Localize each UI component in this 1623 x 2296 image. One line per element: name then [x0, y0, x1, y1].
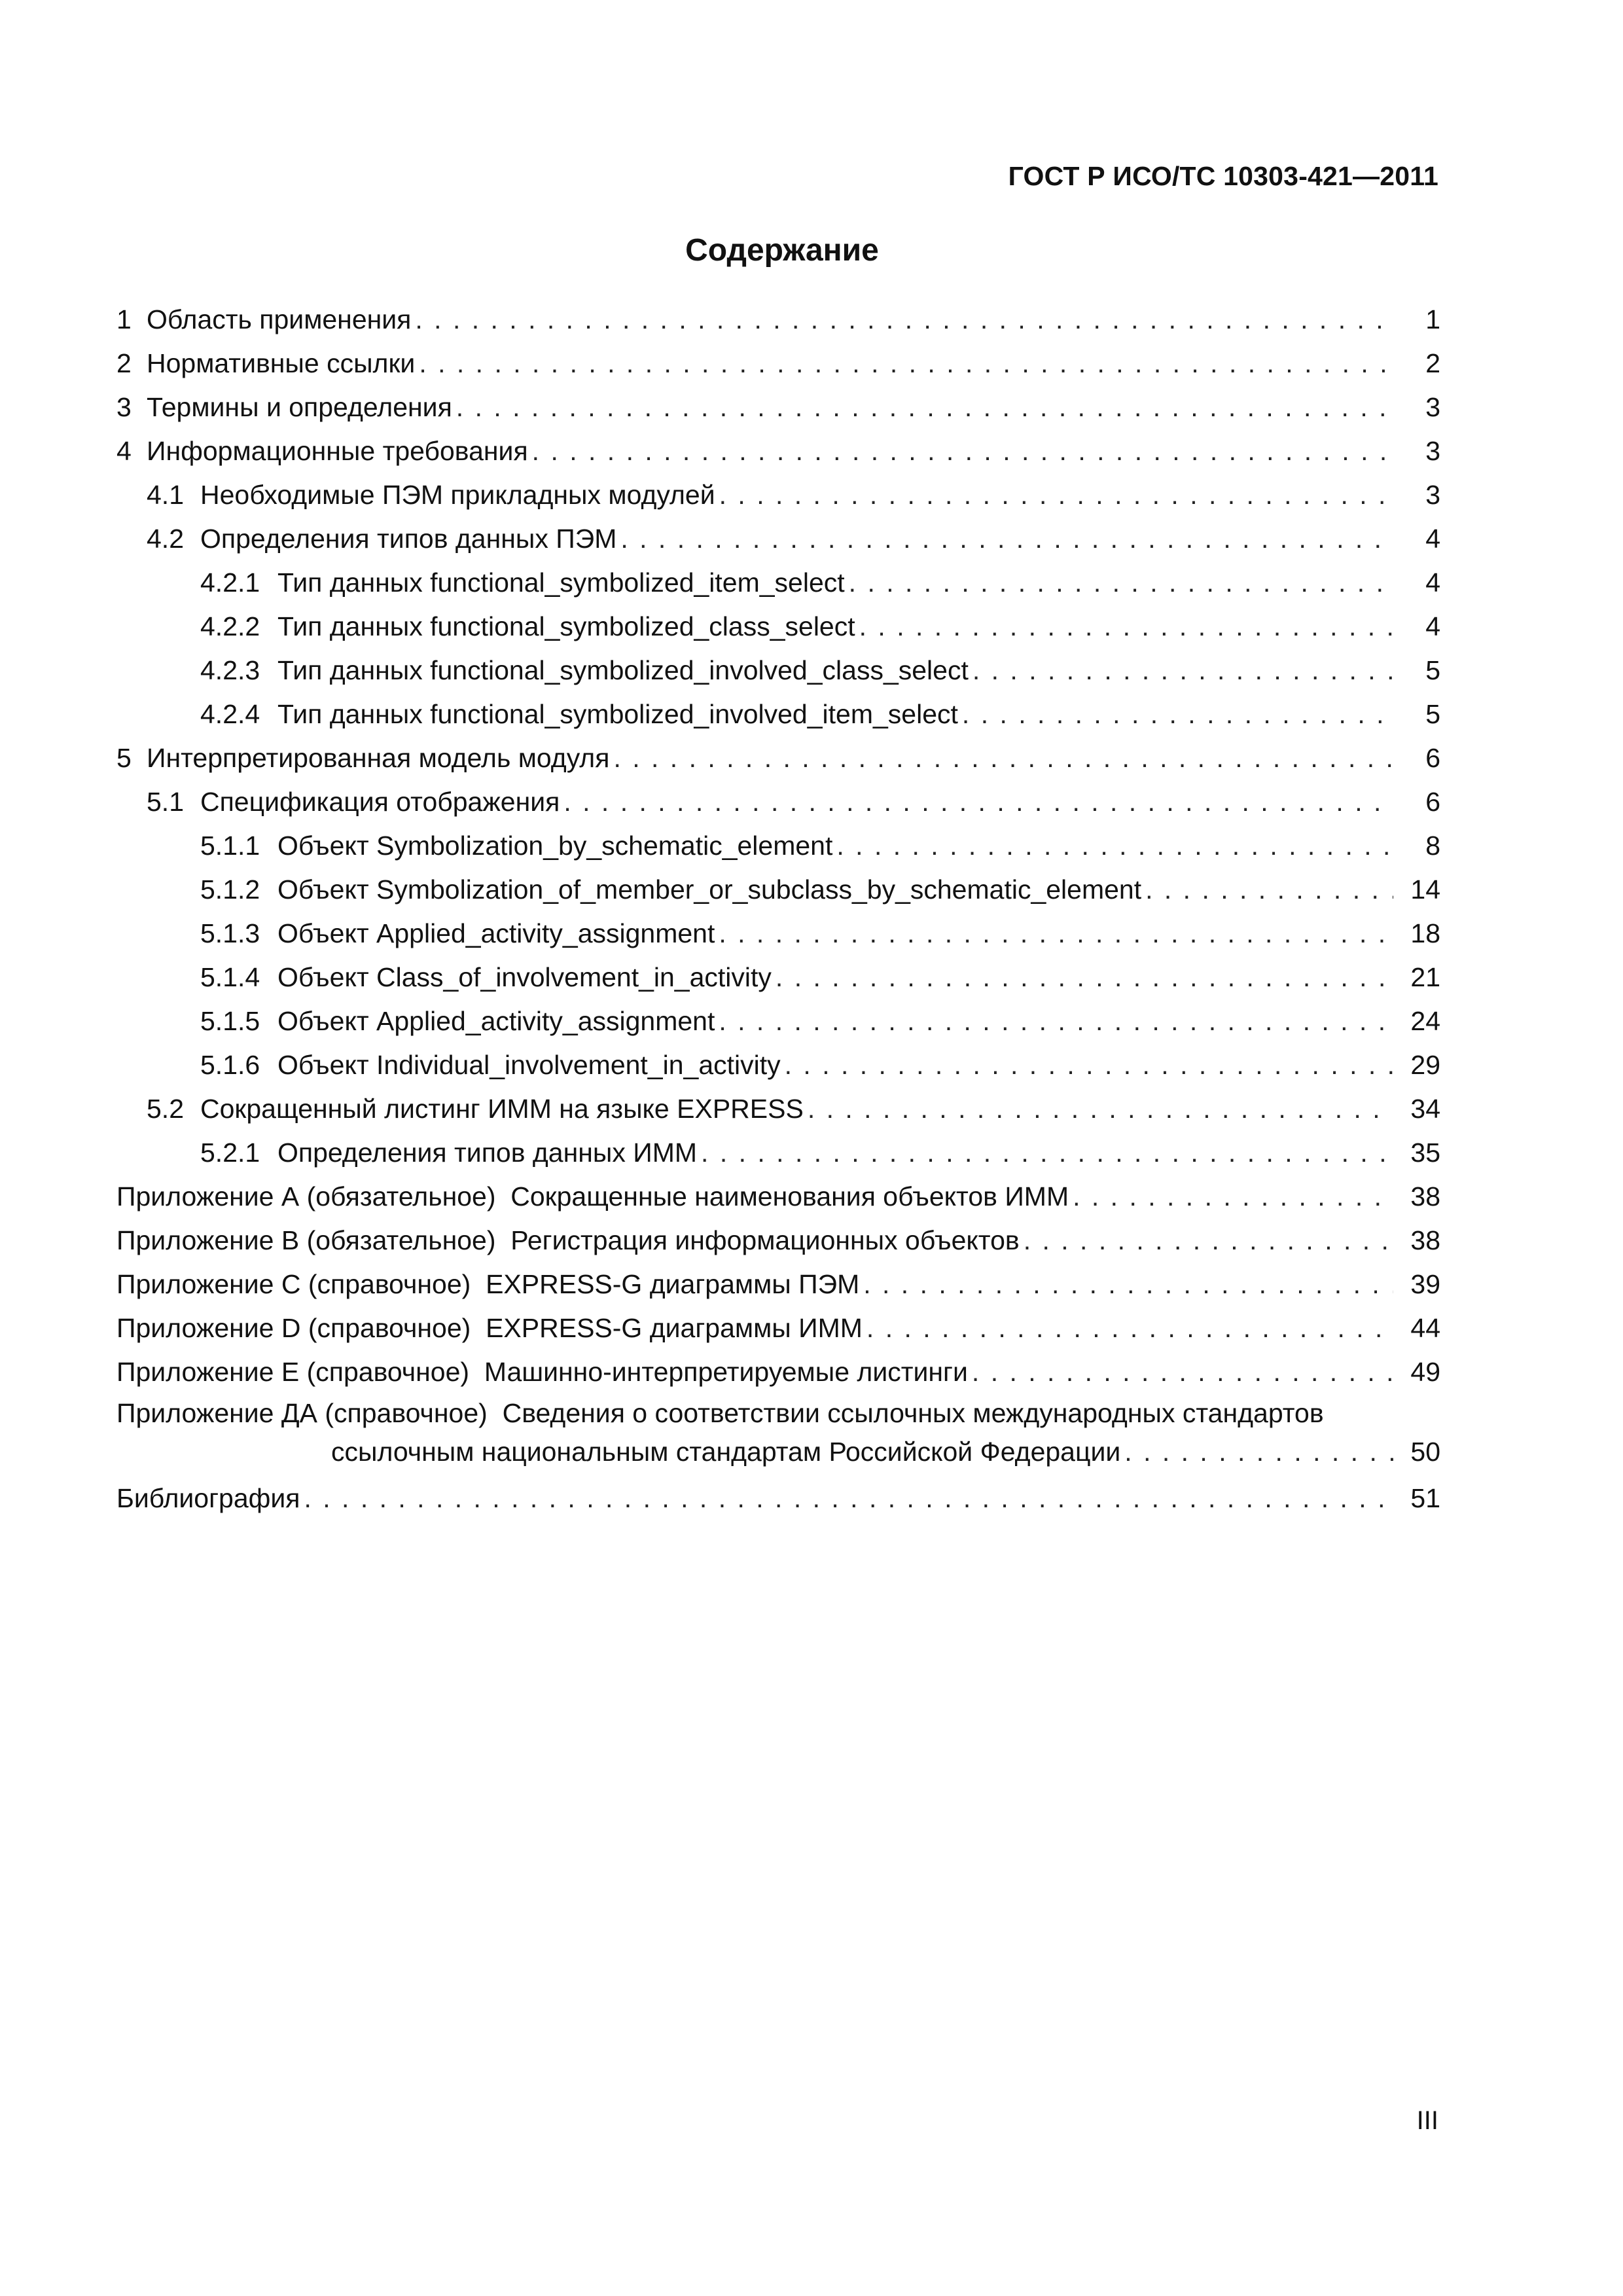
toc-entry-4-2[interactable] — [116, 517, 1440, 561]
dot-leader — [719, 999, 1393, 1043]
dot-leader — [701, 1131, 1393, 1175]
dot-leader — [1124, 1433, 1393, 1471]
toc-entry-page: 51 — [1410, 1483, 1440, 1513]
dot-leader — [808, 1087, 1393, 1131]
toc-entry-label: Тип данных functional_symbolized_item_select — [277, 561, 849, 605]
toc-entry-page: 6 — [1425, 743, 1440, 773]
toc-entry-page: 3 — [1425, 436, 1440, 466]
toc-entry-page: 18 — [1410, 918, 1440, 948]
toc-entry-label: Приложение D (справочное) EXPRESS-G диаграммы ИММ — [116, 1306, 866, 1350]
toc-entry-page: 4 — [1425, 524, 1440, 554]
dot-leader — [620, 517, 1393, 561]
toc-entry-5-1-2[interactable] — [116, 868, 1440, 912]
toc-entry-5-1-1[interactable] — [116, 824, 1440, 868]
toc-entry-page: 4 — [1425, 567, 1440, 598]
toc-entry-5-1-4[interactable] — [116, 956, 1440, 999]
dot-leader — [563, 780, 1393, 824]
toc-entry-label: Объект Applied_activity_assignment — [277, 912, 719, 956]
toc-entry-label: Область применения — [147, 298, 415, 342]
dot-leader — [776, 956, 1393, 999]
toc-entry-label: Нормативные ссылки — [147, 342, 419, 386]
toc-entry-label: Информационные требования — [147, 429, 532, 473]
toc-entry-4[interactable] — [116, 429, 1440, 473]
dot-leader — [456, 386, 1393, 429]
toc-entry-label: Объект Individual_involvement_in_activity — [277, 1043, 785, 1087]
toc-entry-label: Приложение ДА (справочное) Сведения о соответствии ссылочных международных стандартов — [116, 1398, 1324, 1428]
page-number: III — [1416, 2106, 1438, 2135]
toc-entry-page: 14 — [1410, 874, 1440, 905]
toc-entry-5-1-6[interactable] — [116, 1043, 1440, 1087]
toc-entry-number: 5.1.3 — [200, 918, 260, 948]
toc-entry-number: 4.2.3 — [200, 655, 260, 685]
toc-entry-number: 4.2.2 — [200, 611, 260, 641]
toc-entry-page: 38 — [1410, 1181, 1440, 1211]
dot-leader — [859, 605, 1393, 649]
toc-entry-number: 4.2 — [147, 524, 184, 554]
toc-entry-label: Спецификация отображения — [200, 780, 563, 824]
toc-entry-number: 5.1.2 — [200, 874, 260, 905]
toc-entry-page: 50 — [1410, 1437, 1440, 1467]
toc-entry-5-1[interactable] — [116, 780, 1440, 824]
toc-entry-number: 4.1 — [147, 480, 184, 510]
toc-entry-appendix-e[interactable] — [116, 1350, 1440, 1394]
dot-leader — [836, 824, 1393, 868]
toc-entry-label: Объект Symbolization_by_schematic_element — [277, 824, 836, 868]
toc-entry-page: 2 — [1425, 348, 1440, 378]
toc-entry-page: 44 — [1410, 1313, 1440, 1343]
dot-leader — [785, 1043, 1393, 1087]
toc-entry-page: 4 — [1425, 611, 1440, 641]
dot-leader — [962, 692, 1393, 736]
toc-entry-number: 5 — [116, 743, 132, 773]
toc-entry-label: Тип данных functional_symbolized_involved_class_select — [277, 649, 972, 692]
toc-entry-number: 3 — [116, 392, 132, 422]
dot-leader — [532, 429, 1393, 473]
toc-entry-label-continuation: ссылочным национальным стандартам Российской Федерации — [331, 1433, 1124, 1471]
toc-entry-appendix-c[interactable] — [116, 1263, 1440, 1306]
toc-entry-label: Библиография — [116, 1477, 304, 1520]
toc-entry-number: 5.2 — [147, 1094, 184, 1124]
dot-leader — [849, 561, 1393, 605]
toc-entry-page: 21 — [1410, 962, 1440, 992]
toc-entry-4-1[interactable] — [116, 473, 1440, 517]
toc-entry-label: Определения типов данных ПЭМ — [200, 517, 620, 561]
dot-leader — [304, 1477, 1393, 1520]
toc-entry-number: 4 — [116, 436, 132, 466]
toc-entry-page: 5 — [1425, 699, 1440, 729]
toc-entry-4-2-1[interactable] — [116, 561, 1440, 605]
toc-entry-number: 4.2.1 — [200, 567, 260, 598]
toc-entry-appendix-b[interactable] — [116, 1219, 1440, 1263]
toc-entry-label: Приложение В (обязательное) Регистрация информационных объектов — [116, 1219, 1024, 1263]
dot-leader — [719, 912, 1393, 956]
dot-leader — [419, 342, 1393, 386]
toc-entry-number: 5.1 — [147, 787, 184, 817]
toc-entry-label: Термины и определения — [147, 386, 456, 429]
toc-entry-label: Сокращенный листинг ИММ на языке EXPRESS — [200, 1087, 808, 1131]
dot-leader — [1073, 1175, 1393, 1219]
toc-entry-appendix-a[interactable] — [116, 1175, 1440, 1219]
toc-entry-appendix-d[interactable] — [116, 1306, 1440, 1350]
toc-entry-page: 3 — [1425, 392, 1440, 422]
toc-entry-label: Тип данных functional_symbolized_class_select — [277, 605, 859, 649]
toc-entry-page: 3 — [1425, 480, 1440, 510]
toc-entry-5-2-1[interactable] — [116, 1131, 1440, 1175]
document-code: ГОСТ Р ИСО/ТС 10303-421—2011 — [1008, 161, 1438, 191]
toc-entry-page: 35 — [1410, 1138, 1440, 1168]
toc-entry-label: Необходимые ПЭМ прикладных модулей — [200, 473, 719, 517]
toc-entry-number: 5.1.6 — [200, 1050, 260, 1080]
dot-leader — [972, 1350, 1393, 1394]
toc-entry-page: 38 — [1410, 1225, 1440, 1255]
toc-entry-1[interactable] — [116, 298, 1440, 342]
toc-entry-label: Определения типов данных ИММ — [277, 1131, 701, 1175]
table-of-contents — [116, 298, 1440, 1520]
toc-entry-5[interactable] — [116, 736, 1440, 780]
toc-entry-page: 24 — [1410, 1006, 1440, 1036]
toc-entry-number: 5.1.4 — [200, 962, 260, 992]
dot-leader — [863, 1263, 1393, 1306]
toc-entry-4-2-2[interactable] — [116, 605, 1440, 649]
toc-entry-page: 6 — [1425, 787, 1440, 817]
toc-entry-2[interactable] — [116, 342, 1440, 386]
dot-leader — [866, 1306, 1393, 1350]
toc-entry-5-1-5[interactable] — [116, 999, 1440, 1043]
dot-leader — [1024, 1219, 1393, 1263]
toc-entry-page: 39 — [1410, 1269, 1440, 1299]
toc-entry-bibliography[interactable] — [116, 1477, 1440, 1520]
toc-entry-page: 49 — [1410, 1357, 1440, 1387]
dot-leader — [613, 736, 1393, 780]
toc-entry-page: 5 — [1425, 655, 1440, 685]
toc-entry-5-1-3[interactable] — [116, 912, 1440, 956]
dot-leader — [719, 473, 1393, 517]
toc-entry-3[interactable] — [116, 386, 1440, 429]
toc-title: Содержание — [685, 233, 879, 268]
toc-entry-number: 5.1.5 — [200, 1006, 260, 1036]
toc-entry-label: Приложение С (справочное) EXPRESS-G диаграммы ПЭМ — [116, 1263, 863, 1306]
toc-entry-label: Объект Symbolization_of_member_or_subclass_by_schematic_element — [277, 868, 1145, 912]
toc-entry-label: Интерпретированная модель модуля — [147, 736, 613, 780]
toc-entry-label: Приложение Е (справочное) Машинно-интерпретируемые листинги — [116, 1350, 972, 1394]
dot-leader — [1145, 868, 1393, 912]
toc-entry-number: 5.1.1 — [200, 831, 260, 861]
toc-entry-4-2-4[interactable] — [116, 692, 1440, 736]
toc-entry-label: Приложение А (обязательное) Сокращенные наименования объектов ИММ — [116, 1175, 1073, 1219]
toc-entry-page: 34 — [1410, 1094, 1440, 1124]
toc-entry-page: 1 — [1425, 304, 1440, 334]
toc-entry-5-2[interactable] — [116, 1087, 1440, 1131]
dot-leader — [415, 298, 1393, 342]
toc-entry-page: 8 — [1425, 831, 1440, 861]
toc-entry-appendix-da[interactable] — [116, 1394, 1440, 1477]
toc-entry-label: Тип данных functional_symbolized_involved_item_select — [277, 692, 962, 736]
toc-entry-page: 29 — [1410, 1050, 1440, 1080]
toc-entry-number: 4.2.4 — [200, 699, 260, 729]
toc-entry-number: 2 — [116, 348, 132, 378]
toc-entry-label: Объект Class_of_involvement_in_activity — [277, 956, 776, 999]
toc-entry-number: 1 — [116, 304, 132, 334]
toc-entry-4-2-3[interactable] — [116, 649, 1440, 692]
toc-entry-number: 5.2.1 — [200, 1138, 260, 1168]
dot-leader — [972, 649, 1393, 692]
toc-entry-label: Объект Applied_activity_assignment — [277, 999, 719, 1043]
